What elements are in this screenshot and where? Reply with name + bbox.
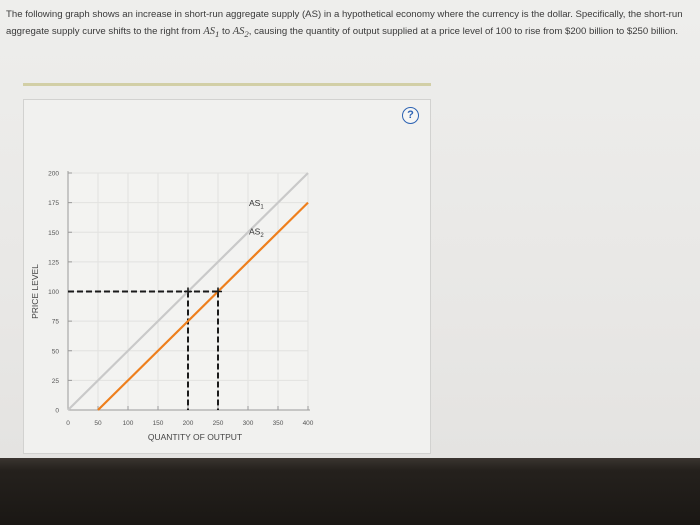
y-tick-label: 150 [48,229,59,237]
screen-bezel [0,458,700,525]
intro-text-3: , causing the quantity of output supplied at a price level of 100 to rise from $200 billion to $250 billion. [248,26,679,37]
x-tick-label: 400 [302,420,314,427]
y-tick-label: 50 [51,348,59,356]
y-tick-label: 0 [55,407,59,415]
x-tick-label: 200 [182,420,194,427]
curve-label-as1: $AS_1$ [249,198,264,211]
intro-text-2: to [219,26,233,37]
as2-symbol: $AS_2$ [232,26,249,40]
x-axis-title: QUANTITY OF OUTPUT [147,432,243,442]
y-tick-label: 25 [51,377,59,385]
x-tick-label: 100 [122,420,134,427]
y-tick-label: 175 [48,200,59,208]
y-tick-label: 125 [48,259,59,267]
y-axis-title: PRICE LEVEL [30,264,40,319]
x-tick-label: 350 [272,420,284,427]
x-tick-label: 300 [242,420,254,427]
x-tick-label: 50 [94,420,102,427]
curve-label-as2: $AS_2$ [249,226,264,240]
y-tick-label: 75 [51,318,59,326]
as1-symbol: $AS_1$ [203,26,220,40]
x-tick-label: 150 [152,420,164,427]
x-tick-label: 0 [66,420,70,427]
y-tick-label: 100 [48,289,59,296]
help-icon[interactable]: ? [402,107,419,124]
intro-text-1: The following graph shows an increase in short-run aggregate supply (AS) in a hypothetical economy where the currency is the dollar. Specifically, the short-run aggregate supply curve shifts to the right from [6,9,683,37]
x-tick-label: 250 [212,420,224,427]
y-tick-label: 200 [48,170,59,178]
